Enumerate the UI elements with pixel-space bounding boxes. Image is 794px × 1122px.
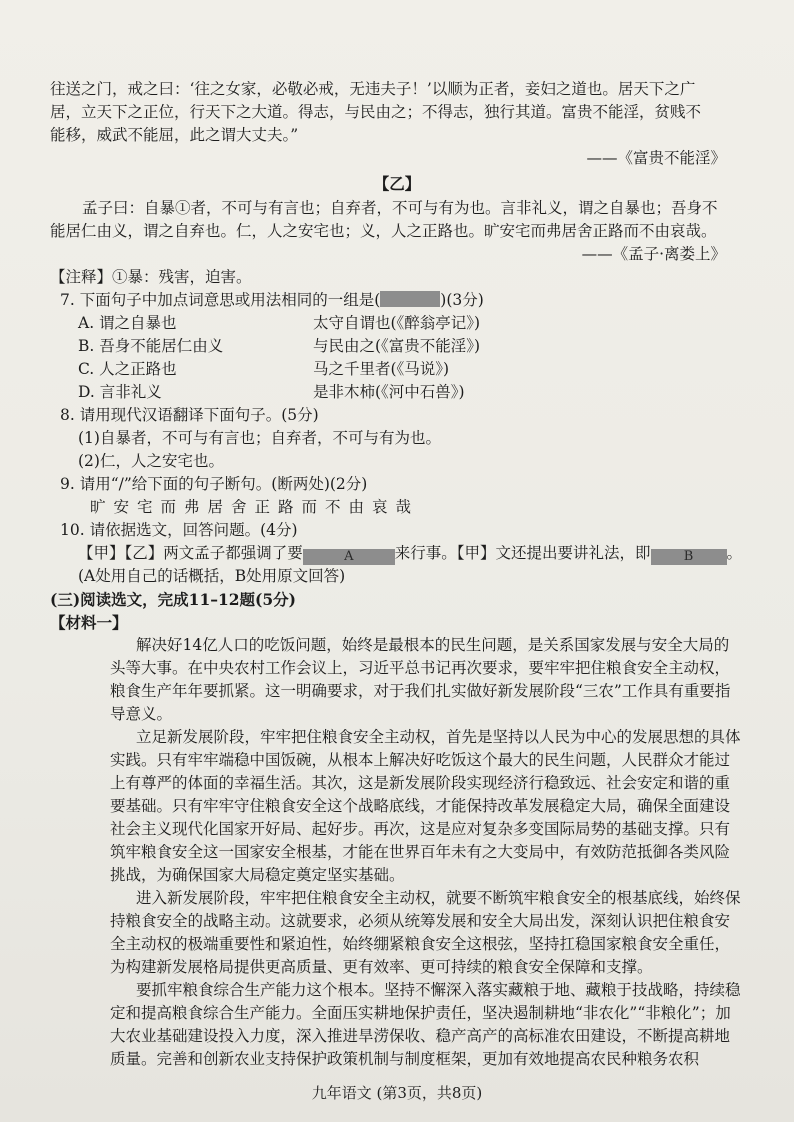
q7-option-b: B. 吾身不能居仁由义 与民由之(《富贵不能淫》) xyxy=(78,337,481,355)
jia-line-1: 往送之门，戒之曰：‘往之女家，必敬必戒，无违夫子！’以顺为正者，妾妇之道也。居天下之广 xyxy=(50,80,696,98)
q7-stem-after: )(3分) xyxy=(440,291,484,309)
q7-option-c: C. 人之正路也 马之千里者(《马说》) xyxy=(78,360,450,378)
material-paragraph-2: 立足新发展阶段，牢牢把住粮食安全主动权，首先是坚持以人民为中心的发展思想的具体实践。只有牢牢端稳中国饭碗，从根本上解决好吃饭这个最大的民生问题，人民群众才能过上有尊严的体面的幸福生活。其次，这是新发展阶段实现经济行稳致远、社会安定和谐的重要基础。只有牢牢守住粮食安全这个战略底线，才能保持改革发展稳定大局，确保全面建设社会主义现代化国家开好局、起好步。再次，这是应对复杂多变国际局势的基础支撑。只有筑牢粮食安全这一国家安全根基，才能在世界百年未有之大变局中，有效防范抵御各类风险挑战，为确保国家大局稳定奠定坚实基础。 xyxy=(110,728,741,884)
q8-item-1: (1)自暴者，不可与有言也；自弃者，不可与有为也。 xyxy=(78,429,441,447)
material-paragraph-3: 进入新发展阶段，牢牢把住粮食安全主动权，就要不断筑牢粮食安全的根基底线，始终保持粮食安全的战略主动。这就要求，必须从统筹发展和安全大局出发，深刻认识把住粮食安全主动权的极端重要性和紧迫性，始终绷紧粮食安全这根弦，坚持扛稳国家粮食安全重任，为构建新发展格局提供更高质量、更有效率、更可持续的粮食安全保障和支撑。 xyxy=(110,889,741,976)
jia-source: ——《富贵不能淫》 xyxy=(586,149,726,167)
yi-line-2: 能居仁由义，谓之自弃也。仁，人之安宅也；义，人之正路也。旷安宅而弗居舍正路而不由哀哉。 xyxy=(50,222,717,240)
yi-line-1: 孟子曰：自暴①者，不可与有言也；自弃者，不可与有为也。言非礼义，谓之自暴也；吾身不 xyxy=(82,199,718,217)
note: 【注释】①暴：残害，迫害。 xyxy=(50,268,252,286)
blank-b[interactable]: B xyxy=(651,549,727,565)
q7-option-d: D. 言非礼义 是非木柿(《河中石兽》) xyxy=(78,383,465,401)
material-paragraph-1: 解决好14亿人口的吃饭问题，始终是最根本的民生问题，是关系国家发展与安全大局的头等大事。在中央农村工作会议上，习近平总书记再次要求，要牢牢把住粮食安全主动权，粮食生产年年要抓紧。这一明确要求，对于我们扎实做好新发展阶段“三农”工作具有重要指导意义。 xyxy=(110,636,731,723)
q7-stem-before: 7. 下面句子中加点词意思或用法相同的一组是( xyxy=(60,291,381,309)
blank-a[interactable]: A xyxy=(303,549,395,565)
page-footer: 九年语文 (第3页，共8页) xyxy=(311,1084,483,1102)
material-1-label: 【材料一】 xyxy=(50,613,128,632)
question-8: 8. 请用现代汉语翻译下面句子。(5分) xyxy=(60,406,319,424)
section-3-title: (三)阅读选文，完成11–12题(5分) xyxy=(50,590,297,609)
yi-source: ——《孟子·离娄上》 xyxy=(581,245,726,263)
q7-option-a: A. 谓之自暴也 太守自谓也(《醉翁亭记》) xyxy=(78,314,481,332)
question-9: 9. 请用“/”给下面的句子断句。(断两处)(2分) xyxy=(60,475,368,493)
yi-title: 【乙】 xyxy=(373,174,421,193)
q9-sentence: 旷安宅而弗居舍正路而不由哀哉 xyxy=(90,498,420,516)
q10-fill: 【甲】【乙】两文孟子都强调了要 A 来行事。【甲】文还提出要讲礼法，即 B 。 xyxy=(78,544,743,564)
jia-line-2: 居，立天下之正位，行天下之大道。得志，与民由之；不得志，独行其道。富贵不能淫，贫贱不 xyxy=(50,103,702,121)
jia-line-3: 能移，威武不能屈，此之谓大丈夫。” xyxy=(50,126,299,144)
question-10: 10. 请依据选文，回答问题。(4分) xyxy=(60,521,298,539)
answer-blank[interactable] xyxy=(380,291,440,307)
q10-hint: (A处用自己的话概括，B处用原文回答) xyxy=(78,567,346,585)
q8-item-2: (2)仁，人之安宅也。 xyxy=(78,452,224,470)
material-paragraph-4: 要抓牢粮食综合生产能力这个根本。坚持不懈深入落实藏粮于地、藏粮于技战略，持续稳定和提高粮食综合生产能力。全面压实耕地保护责任，坚决遏制耕地“非农化”“非粮化”；加大农业基础建设投入力度，深入推进旱涝保收、稳产高产的高标准农田建设，不断提高耕地质量。完善和创新农业支持保护政策机制与制度框架，更加有效地提高农民种粮务农积 xyxy=(110,981,741,1068)
question-7 xyxy=(50,289,744,312)
